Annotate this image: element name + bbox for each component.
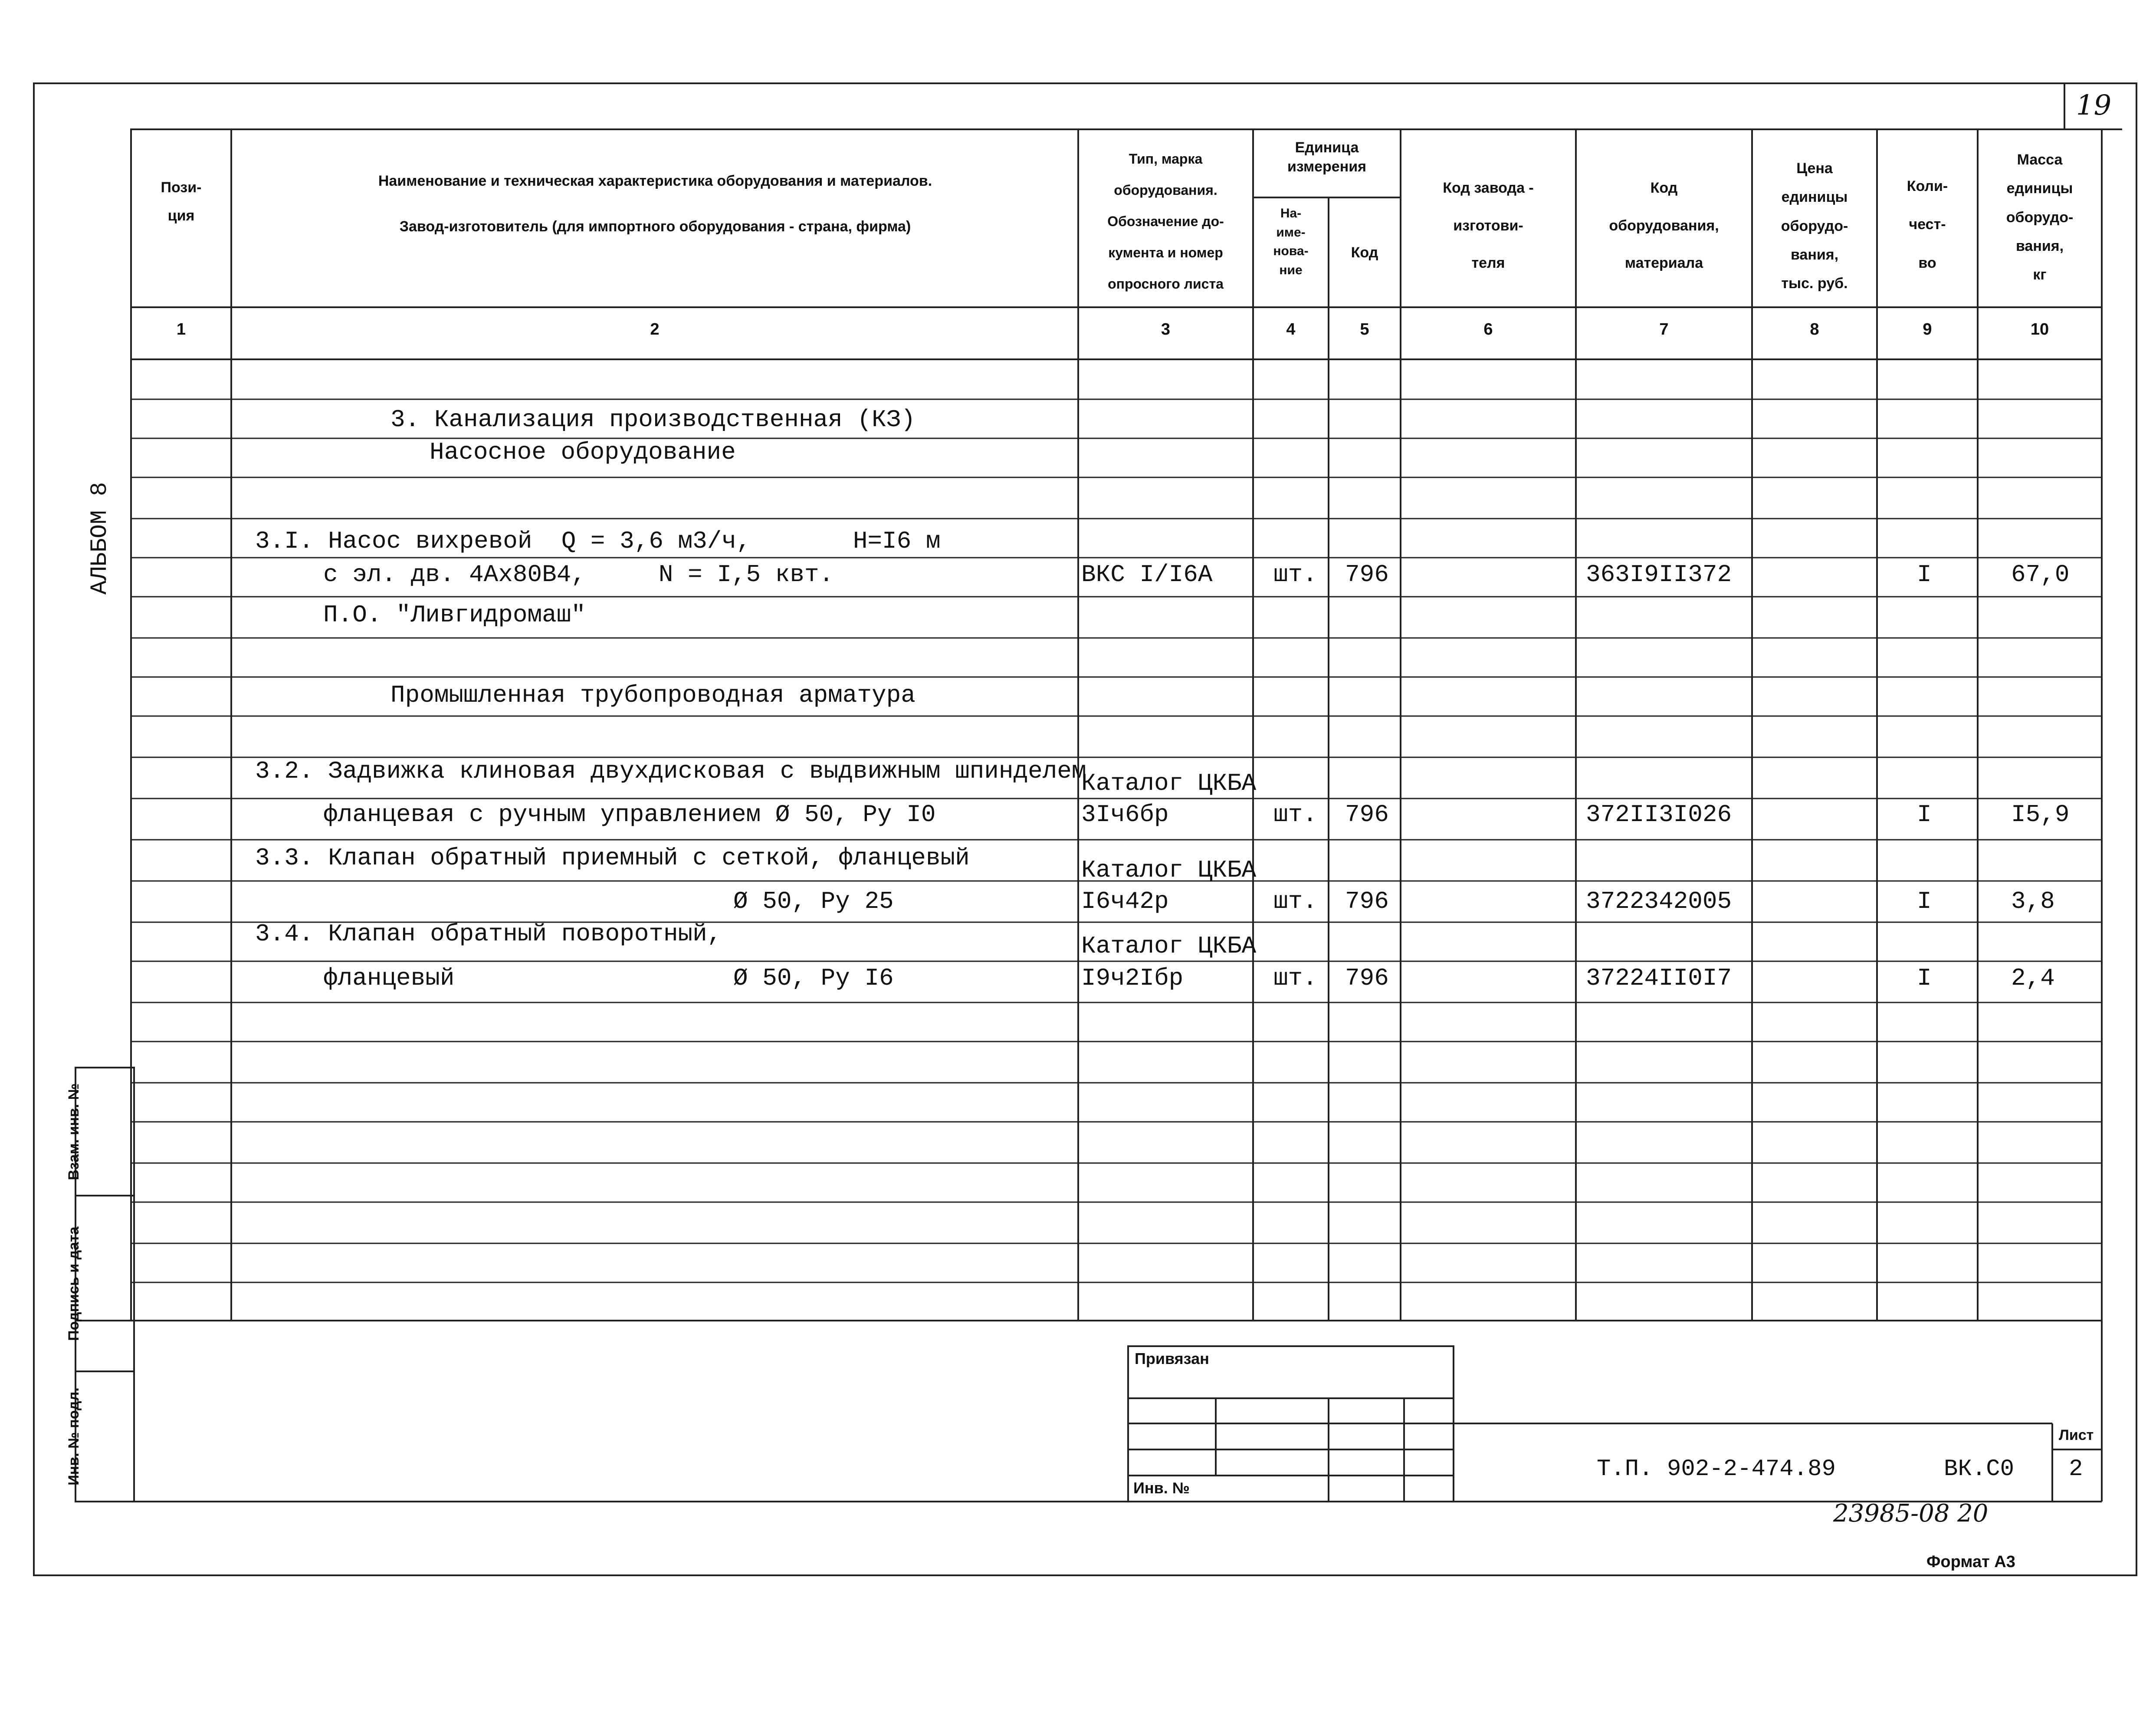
col-header-unit-name: На- име- нова- ние [1273, 206, 1309, 277]
row-4-unit-code: 796 [1345, 561, 1389, 588]
row-12-equipment-code: 37224II0I7 [1586, 964, 1732, 992]
row-4-unit: шт. [1273, 561, 1317, 588]
section-code: ВК.С0 [1944, 1456, 2015, 1482]
row-8-equipment-code: 372II3I026 [1586, 801, 1732, 828]
column-number-1: 1 [176, 320, 186, 339]
column-number-5: 5 [1360, 320, 1369, 339]
row-8-unit: шт. [1273, 801, 1317, 828]
row-12-unit: шт. [1273, 964, 1317, 992]
row-10-unit: шт. [1273, 887, 1317, 915]
col-header-mass: Масса единицы оборудо- вания, кг [2006, 151, 2074, 283]
col-header-name-line2: Завод-изготовитель (для импортного оборудования - страна, фирма) [399, 218, 911, 235]
row-10-unit-code: 796 [1345, 887, 1389, 915]
row-10-type: I6ч42р [1081, 887, 1169, 915]
column-number-2: 2 [650, 320, 660, 339]
row-12-unit-code: 796 [1345, 964, 1389, 992]
row-6-name: Промышленная трубопроводная арматура [391, 681, 916, 709]
column-number-4: 4 [1286, 320, 1296, 339]
column-number-3: 3 [1161, 320, 1171, 339]
side-label-vzam-inv: Взам. инв. № [66, 1083, 82, 1180]
row-3-name: 3.I. Насос вихревой Q = 3,6 м3/ч, Н=I6 м [255, 527, 941, 555]
row-4-mass: 67,0 [2011, 561, 2070, 588]
row-4-type: ВКС I/I6А [1081, 561, 1213, 588]
side-label-inv-podl: Инв. № подл. [66, 1387, 82, 1486]
row-7-type: Каталог ЦКБА [1081, 769, 1257, 797]
col-header-position: Пози- ция [161, 179, 202, 224]
row-10-equipment-code: 3722342005 [1586, 887, 1732, 915]
stamp-bound-label: Привязан [1135, 1350, 1209, 1367]
row-10-mass: 3,8 [2011, 887, 2055, 915]
col-header-quantity: Коли- чест- во [1907, 178, 1948, 271]
col-header-price: Цена единицы оборудо- вания, тыс. руб. [1781, 160, 1848, 292]
row-5-name: П.О. "Ливгидромаш" [323, 601, 586, 629]
album-label: АЛЬБОМ 8 [87, 482, 113, 595]
row-12-name-cont: Ø 50, Ру I6 [733, 964, 894, 992]
row-8-name: фланцевая с ручным управлением Ø 50, Ру I0 [323, 801, 936, 828]
row-8-mass: I5,9 [2011, 801, 2070, 828]
row-10-quantity: I [1917, 887, 1932, 915]
row-8-unit-code: 796 [1345, 801, 1389, 828]
column-number-7: 7 [1659, 320, 1669, 339]
col-header-unit-code: Код [1351, 244, 1378, 261]
row-8-quantity: I [1917, 801, 1932, 828]
row-12-type: I9ч2Iбр [1081, 964, 1184, 992]
format-label: Формат А3 [1926, 1553, 2015, 1571]
stamp-inv-label: Инв. № [1133, 1479, 1190, 1497]
row-4-quantity: I [1917, 561, 1932, 588]
column-number-8: 8 [1810, 320, 1819, 339]
handwritten-number: 23985-08 20 [1833, 1499, 1989, 1528]
sheet-label: Лист [2059, 1427, 2094, 1443]
col-header-name-line1: Наименование и техническая характеристика оборудования и материалов. [378, 173, 932, 189]
row-10-name: Ø 50, Ру 25 [733, 887, 894, 915]
row-11-name: 3.4. Клапан обратный поворотный, [255, 920, 722, 948]
row-1-name: 3. Канализация производственная (КЗ) [391, 406, 916, 434]
row-11-type: Каталог ЦКБА [1081, 932, 1257, 960]
row-2-name: Насосное оборудование [430, 438, 736, 466]
row-12-quantity: I [1917, 964, 1932, 992]
row-12-name: фланцевый [323, 964, 455, 992]
row-4-equipment-code: 363I9II372 [1586, 561, 1732, 588]
column-number-9: 9 [1923, 320, 1932, 339]
row-4-name: с эл. дв. 4Ах80В4, N = I,5 квт. [323, 561, 834, 588]
sheet-number: 2 [2069, 1456, 2083, 1482]
col-header-equipment-code: Код оборудования, материала [1609, 180, 1719, 272]
column-number-6: 6 [1483, 320, 1493, 339]
col-header-type: Тип, марка оборудования. Обозначение до- кумента и номер опросного листа [1107, 151, 1224, 292]
col-header-factory-code: Код завода - изготови- теля [1443, 180, 1534, 272]
row-12-mass: 2,4 [2011, 964, 2055, 992]
col-header-unit: Единица измерения [1287, 139, 1366, 175]
side-label-podpis-data: Подпись и дата [66, 1226, 82, 1341]
row-9-type: Каталог ЦКБА [1081, 856, 1257, 884]
row-9-name: 3.3. Клапан обратный приемный с сеткой, фланцевый [255, 844, 970, 872]
document-code: Т.П. 902-2-474.89 [1597, 1456, 1836, 1482]
row-8-type: 3Iч6бр [1081, 801, 1169, 828]
corner-page-number: 19 [2064, 82, 2122, 130]
row-7-name: 3.2. Задвижка клиновая двухдисковая с выдвижным шпинделем [255, 757, 1086, 785]
column-number-10: 10 [2030, 320, 2049, 339]
